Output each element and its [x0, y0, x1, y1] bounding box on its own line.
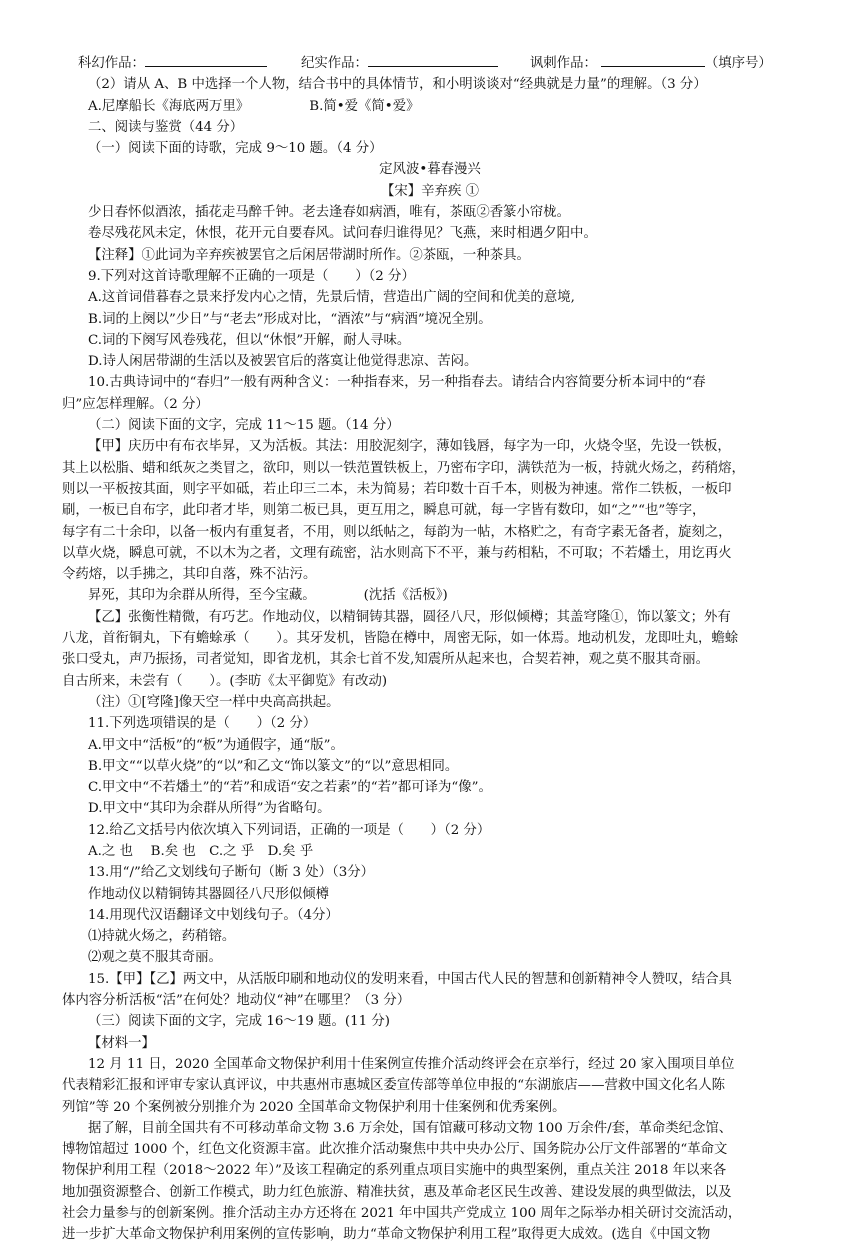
- material-1-text: 博物馆超过 1000 个，红色文化资源丰富。此次推介活动聚焦中共中央办公厅、国务院办公厅文件部署的“革命文: [62, 1142, 728, 1158]
- passage-b: 张口受丸，声乃振扬，司者觉知，即省龙机，其余七首不发,知震所从起来也，合契若神，观之莫不服其奇丽。: [62, 652, 710, 668]
- documentary-answer-blank[interactable]: [368, 52, 498, 67]
- material-1-text: 物保护利用工程（2018～2022 年）”及该工程确定的系列重点项目实施中的典型案例，重点关注 2018 年以来各: [62, 1163, 727, 1179]
- question-13-sentence: 作地动仪以精铜铸其器圆径八尺形似倾樽: [88, 886, 330, 902]
- poem-notes: 【注释】①此词为辛弃疾被罢官之后闲居带湖时所作。②茶瓯，一种茶具。: [88, 247, 530, 263]
- poem-title: 定风波•暮春漫兴: [379, 162, 481, 178]
- passage-a-source: (沈括《活板》): [363, 588, 448, 604]
- passage-a: 刷，一板已自布字，此印者才毕，则第二板已具，更互用之，瞬息可就，每一字皆有数印，如“之”“也”等字，: [62, 503, 706, 519]
- question-8-2: （2）请从 A、B 中选择一个人物，结合书中的具体情节，和小明谈谈对“经典就是力量”的理解。（3 分）: [88, 77, 707, 93]
- question-12-options: A.之 也 B.矣 也 C.之 乎 D.矣 乎: [88, 843, 314, 859]
- question-12: 12.给乙文括号内依次填入下列词语，正确的一项是（ ）（2 分）: [88, 822, 491, 838]
- passage-b: 自古所来，未尝有（ ）。(李昉《太平御览》有改动): [62, 673, 388, 689]
- material-1-heading: 【材料一】: [88, 1035, 155, 1051]
- question-11-option: B.甲文““以草火烧”的“以”和乙文“饰以篆文”的“以”意思相同。: [88, 758, 459, 774]
- material-1-text: 地加强资源整合、创新工作模式，助力红色旅游、精准扶贫，惠及革命老区民生改善、建设发展的典型做法，以及: [62, 1184, 732, 1200]
- passage-a-end: [62, 585, 798, 606]
- question-9-option: B.词的上阕以”少日”与“老去”形成对比，“酒浓”与“病酒”境况全别。: [88, 311, 492, 327]
- question-8-options: [62, 96, 798, 117]
- option-a: A.尼摩船长《海底两万里》: [88, 98, 250, 114]
- passage-a: 则以一平板按其面，则字平如砥，若止印三二本，未为简易；若印数十百千本，则极为神速。常作二铁板，一板印: [62, 481, 732, 497]
- question-9: 9.下列对这首诗歌理解不正确的一项是（ ）（2 分）: [88, 268, 415, 284]
- passage-a: 令药熔，以手拂之，其印自落，殊不沾污。: [62, 567, 317, 583]
- question-14: 14.用现代汉语翻译文中划线句子。（4分）: [88, 907, 339, 923]
- material-1-text: 社会力量参与的创新案例。推介活动主办方还将在 2021 年中国共产党成立 100 周年之际举办相关研讨交流活动，: [62, 1206, 742, 1222]
- question-14-item: ⑴持就火炀之，药稍镕。: [88, 929, 236, 945]
- question-10-cont: 归”应怎样理解。（2 分）: [62, 396, 209, 412]
- scifi-label: 科幻作品：: [78, 56, 145, 71]
- material-1-text: 12 月 11 日，2020 全国革命文物保护利用十佳案例宣传推介活动终评会在京举行，经过 20 家入围项目单位: [88, 1056, 735, 1072]
- question-13: 13.用“/”给乙文划线句子断句（断 3 处）（3分）: [88, 865, 374, 881]
- question-10: 10.古典诗词中的“春归”一般有两种含义：一种指春来，另一种指春去。请结合内容简要分析本词中的“春: [88, 375, 706, 391]
- question-11: 11.下列选项错误的是（ ）（2 分）: [88, 716, 317, 732]
- passage-b-note: （注）①[穹隆]像天空一样中央高高拱起。: [88, 694, 340, 710]
- material-1-text: 据了解，目前全国共有不可移动革命文物 3.6 万余处，国有馆藏可移动文物 100 万余件/套，革命类纪念馆、: [88, 1120, 733, 1136]
- passage-a: 【甲】庆历中有布衣毕昇，又为活板。其法：用胶泥刻字，薄如钱唇，每字为一印，火烧令坚，先设一铁板，: [88, 439, 731, 455]
- satire-answer-blank[interactable]: [601, 52, 705, 67]
- passage-a-last-sentence: 昇死，其印为余群从所得，至今宝藏。: [88, 588, 316, 604]
- question-9-option: A.这首词借暮春之景来抒发内心之情，先景后情，营造出广阔的空间和优美的意境,: [88, 290, 575, 306]
- question-8-blanks: [62, 52, 798, 74]
- passage-a: 以草火烧，瞬息可就，不以木为之者，文理有疏密，沾水则高下不平，兼与药相粘，不可取；不若燔土，用讫再火: [62, 545, 732, 561]
- passage-a: 其上以松脂、蜡和纸灰之类冒之，欲印，则以一铁范置铁板上，乃密布字印，满铁范为一板，持就火炀之，药稍熔，: [62, 460, 745, 476]
- question-11-option: D.甲文中“其印为余群从所得”为省略句。: [88, 801, 331, 817]
- question-9-option: D.诗人闲居带湖的生活以及被罢官后的落寞让他觉得悲凉、苦闷。: [88, 354, 478, 370]
- passage-b: 八龙，首衔铜丸，下有蟾蜍承（ ）。其牙发机，皆隐在樽中，周密无际，如一体焉。地动机发，龙即吐丸，蟾蜍: [62, 631, 739, 647]
- question-11-option: A.甲文中“活板”的“板”为通假字，通“版”。: [88, 737, 344, 753]
- material-1-text: 代表精彩汇报和评审专家认真评议，中共惠州市惠城区委宣传部等单位申报的“东湖旅店——营救中国文化名人陈: [62, 1078, 725, 1094]
- satire-label: 讽刺作品：: [529, 56, 597, 71]
- poem-line: 少日春怀似酒浓，插花走马醉千钟。老去逢春如病酒，唯有，茶瓯②香篆小帘栊。: [88, 205, 571, 221]
- question-15: 15.【甲】【乙】两文中，从活版印刷和地动仪的发明来看，中国古代人民的智慧和创新精神令人赞叹，结合具: [88, 971, 732, 987]
- poem-line: 卷尽残花风未定，休恨，花开元自要春风。试问春归谁得见？飞燕，来时相遇夕阳中。: [88, 226, 597, 242]
- poem-author: 【宋】辛弃疾 ①: [381, 183, 479, 199]
- scifi-answer-blank[interactable]: [145, 52, 267, 67]
- subsection-heading: （二）阅读下面的文字，完成 11～15 题。（14 分）: [88, 418, 400, 434]
- option-b: B.简•爱《简•爱》: [309, 98, 420, 114]
- question-15-cont: 体内容分析活板“活”在何处？地动仪“神”在哪里？（3 分）: [62, 993, 411, 1009]
- material-1-text: 进一步扩大革命文物保护利用案例的宣传影响，助力“革命文物保护利用工程”取得更大成效。(选自《中国文物: [62, 1227, 711, 1243]
- subsection-heading: （一）阅读下面的诗歌，完成 9～10 题。（4 分）: [88, 141, 383, 157]
- question-11-option: C.甲文中“不若燔土”的“若”和成语“安之若素”的“若”都可译为“像”。: [88, 780, 492, 796]
- section-heading: 二、阅读与鉴赏（44 分）: [88, 119, 244, 135]
- question-9-option: C.词的下阕写风卷残花，但以“休恨”开解，耐人寻味。: [88, 332, 411, 348]
- subsection-heading: （三）阅读下面的文字，完成 16～19 题。(11 分): [88, 1014, 390, 1030]
- passage-a: 每字有二十余印，以备一板内有重复者，不用，则以纸帖之，每韵为一帖，木格贮之，有奇字素无备者，旋刻之，: [62, 524, 732, 540]
- documentary-label: 纪实作品：: [300, 56, 368, 71]
- passage-b: 【乙】张衡性精微，有巧艺。作地动仪，以精铜铸其器，圆径八尺，形似倾樽；其盖穹隆①，饰以篆文；外有: [88, 609, 731, 625]
- fill-number-hint: （填序号）: [704, 56, 772, 71]
- material-1-text: 列馆”等 20 个案例被分别推介为 2020 全国革命文物保护利用十佳案例和优秀案例。: [62, 1099, 566, 1115]
- question-14-item: ⑵观之莫不服其奇丽。: [88, 950, 222, 966]
